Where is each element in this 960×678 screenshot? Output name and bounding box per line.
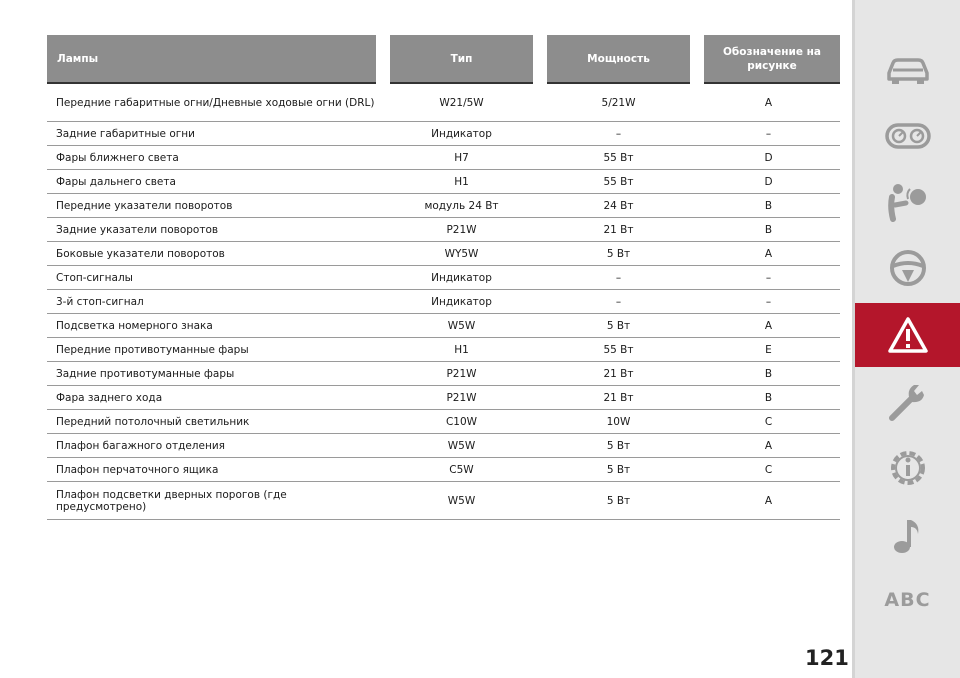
cell-type: H7	[383, 146, 540, 170]
cell-lamp: Плафон подсветки дверных порогов (где предусмотрено)	[47, 482, 383, 520]
header-power: Мощность	[540, 35, 697, 83]
header-designation: Обозначение на рисунке	[697, 35, 840, 83]
dashboard-gauges-icon	[884, 121, 932, 151]
nav-multimedia[interactable]	[855, 503, 960, 567]
nav-safety[interactable]	[855, 170, 960, 234]
cell-power: 55 Вт	[540, 146, 697, 170]
car-icon	[885, 55, 931, 85]
cell-type: C10W	[383, 410, 540, 434]
cell-type: C5W	[383, 458, 540, 482]
nav-vehicle[interactable]	[855, 38, 960, 102]
cell-type: Индикатор	[383, 266, 540, 290]
cell-power: 5 Вт	[540, 458, 697, 482]
cell-lamp: Боковые указатели поворотов	[47, 242, 383, 266]
cell-lamp: Передние указатели поворотов	[47, 194, 383, 218]
table-row	[47, 338, 840, 362]
cell-power: –	[540, 266, 697, 290]
cell-type: WY5W	[383, 242, 540, 266]
nav-index[interactable]	[855, 568, 960, 632]
table-row	[47, 386, 840, 410]
table-row	[47, 242, 840, 266]
cell-lamp: Фары ближнего света	[47, 146, 383, 170]
airbag-seat-icon	[886, 181, 930, 223]
cell-power: 5 Вт	[540, 242, 697, 266]
nav-emergency[interactable]	[855, 303, 960, 367]
info-gear-icon	[886, 446, 930, 490]
cell-designation: D	[697, 170, 840, 194]
table-row	[47, 170, 840, 194]
cell-designation: D	[697, 146, 840, 170]
cell-lamp: Стоп-сигналы	[47, 266, 383, 290]
cell-designation: A	[697, 83, 840, 122]
cell-power: 5/21W	[540, 83, 697, 122]
page-number: 121	[805, 646, 849, 670]
cell-type: W21/5W	[383, 83, 540, 122]
table-row	[47, 83, 840, 122]
cell-lamp: 3-й стоп-сигнал	[47, 290, 383, 314]
cell-designation: A	[697, 482, 840, 520]
cell-designation: –	[697, 266, 840, 290]
cell-type: P21W	[383, 362, 540, 386]
steering-wheel-icon	[888, 248, 928, 288]
cell-lamp: Передние габаритные огни/Дневные ходовые огни (DRL)	[47, 83, 383, 122]
cell-lamp: Задние противотуманные фары	[47, 362, 383, 386]
cell-power: –	[540, 290, 697, 314]
cell-power: 5 Вт	[540, 434, 697, 458]
table-row	[47, 146, 840, 170]
cell-designation: C	[697, 458, 840, 482]
cell-type: H1	[383, 338, 540, 362]
table-row	[47, 362, 840, 386]
table-row	[47, 194, 840, 218]
table-row	[47, 482, 840, 520]
music-note-icon	[890, 514, 926, 556]
cell-power: 55 Вт	[540, 170, 697, 194]
cell-type: Индикатор	[383, 290, 540, 314]
cell-designation: –	[697, 290, 840, 314]
cell-lamp: Плафон багажного отделения	[47, 434, 383, 458]
cell-type: Индикатор	[383, 122, 540, 146]
chapter-sidebar	[852, 0, 960, 678]
cell-type: H1	[383, 170, 540, 194]
cell-designation: A	[697, 242, 840, 266]
cell-power: 21 Вт	[540, 362, 697, 386]
cell-lamp: Задние указатели поворотов	[47, 218, 383, 242]
cell-designation: B	[697, 218, 840, 242]
cell-power: 5 Вт	[540, 314, 697, 338]
table-row	[47, 122, 840, 146]
cell-lamp: Фара заднего хода	[47, 386, 383, 410]
warning-triangle-icon	[887, 316, 929, 354]
cell-designation: B	[697, 386, 840, 410]
cell-designation: C	[697, 410, 840, 434]
table-row	[47, 218, 840, 242]
cell-type: P21W	[383, 386, 540, 410]
cell-designation: A	[697, 314, 840, 338]
cell-lamp: Плафон перчаточного ящика	[47, 458, 383, 482]
lamp-table-section	[47, 35, 840, 520]
wrench-icon	[886, 380, 930, 424]
cell-lamp: Передние противотуманные фары	[47, 338, 383, 362]
nav-maintenance[interactable]	[855, 370, 960, 434]
cell-type: W5W	[383, 482, 540, 520]
cell-power: –	[540, 122, 697, 146]
cell-power: 21 Вт	[540, 386, 697, 410]
nav-technical-data[interactable]	[855, 436, 960, 500]
cell-designation: A	[697, 434, 840, 458]
cell-power: 10W	[540, 410, 697, 434]
table-row	[47, 458, 840, 482]
cell-designation: –	[697, 122, 840, 146]
cell-power: 21 Вт	[540, 218, 697, 242]
lamp-table	[47, 35, 840, 520]
cell-lamp: Подсветка номерного знака	[47, 314, 383, 338]
cell-designation: B	[697, 362, 840, 386]
table-row	[47, 266, 840, 290]
table-row	[47, 290, 840, 314]
cell-designation: E	[697, 338, 840, 362]
cell-power: 5 Вт	[540, 482, 697, 520]
cell-power: 24 Вт	[540, 194, 697, 218]
cell-lamp: Задние габаритные огни	[47, 122, 383, 146]
cell-lamp: Передний потолочный светильник	[47, 410, 383, 434]
table-header-row	[47, 35, 840, 83]
cell-designation: B	[697, 194, 840, 218]
header-type: Тип	[383, 35, 540, 83]
table-row	[47, 314, 840, 338]
cell-lamp: Фары дальнего света	[47, 170, 383, 194]
cell-type: W5W	[383, 314, 540, 338]
table-row	[47, 434, 840, 458]
abc-index-icon: ABC	[884, 589, 931, 611]
cell-type: P21W	[383, 218, 540, 242]
header-lamps: Лампы	[47, 35, 383, 83]
nav-starting-driving[interactable]	[855, 236, 960, 300]
cell-power: 55 Вт	[540, 338, 697, 362]
cell-type: W5W	[383, 434, 540, 458]
nav-instruments[interactable]	[855, 104, 960, 168]
cell-type: модуль 24 Вт	[383, 194, 540, 218]
table-row	[47, 410, 840, 434]
